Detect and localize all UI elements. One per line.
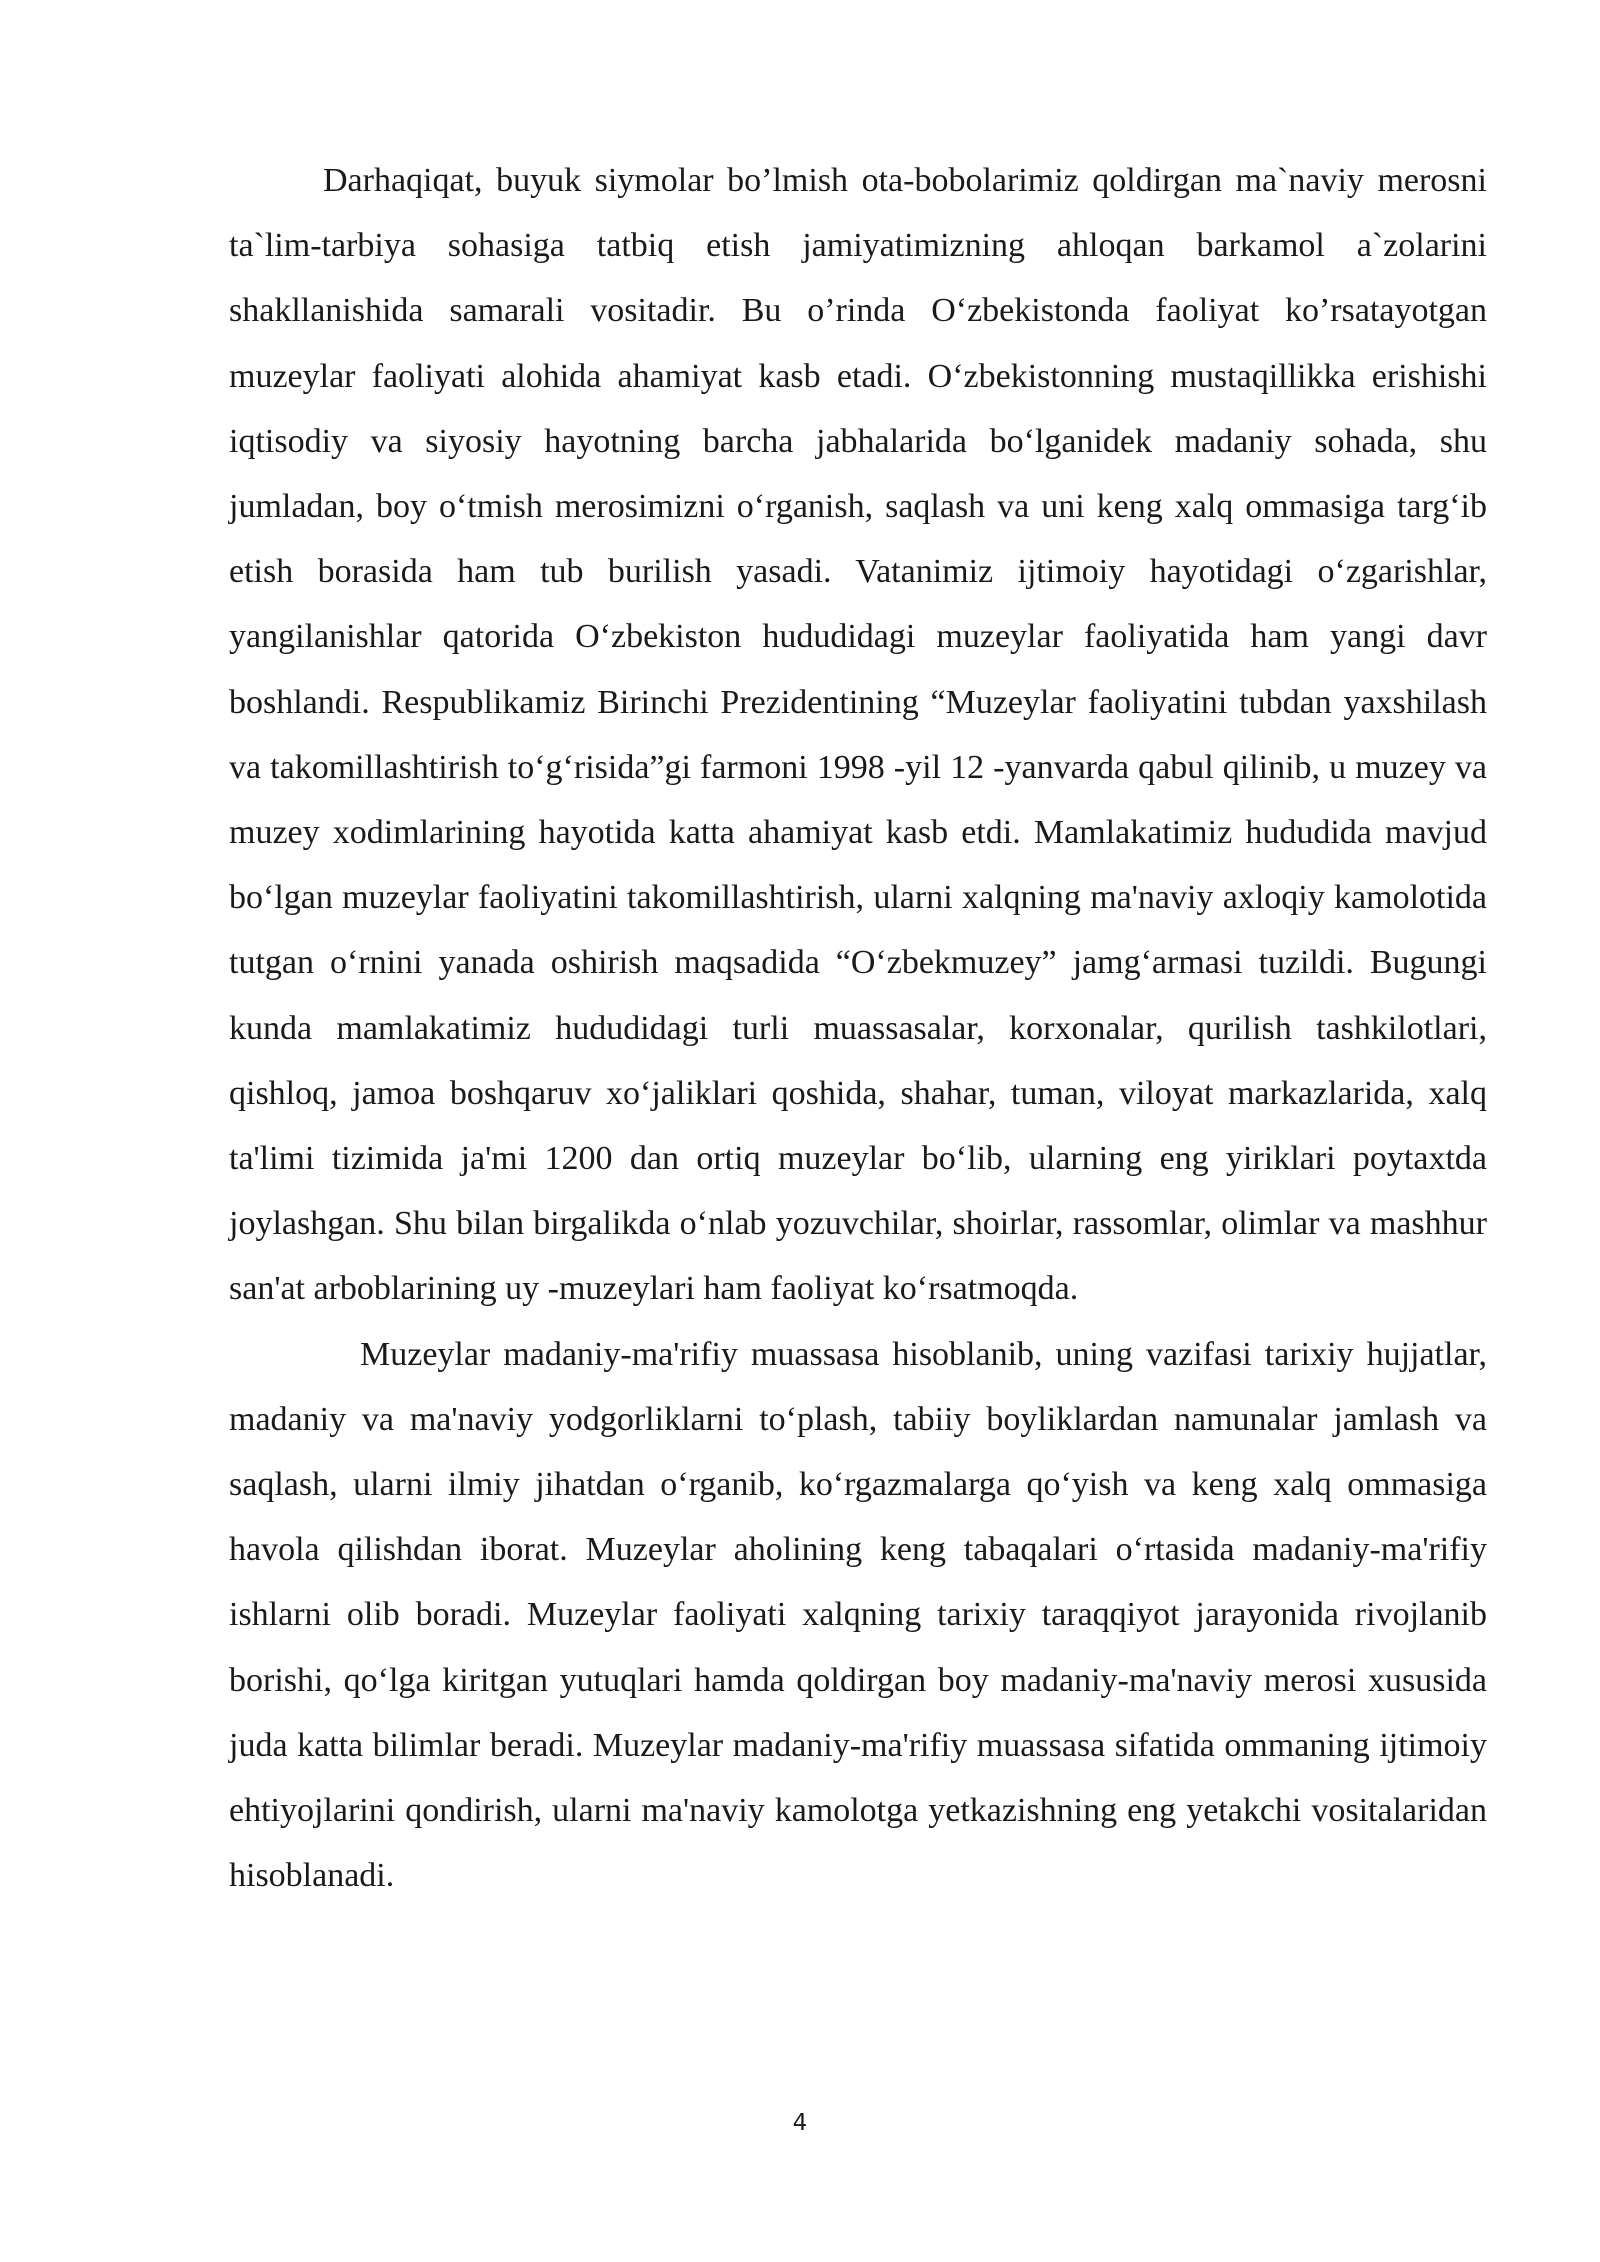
body-text: [229, 148, 1487, 1908]
paragraph-2: Muzeylar madaniy-ma'rifiy muassasa hisoblanib, uning vazifasi tarixiy hujjatlar, madaniy va ma'naviy yodgorliklarni to‘plash, tabiiy boyliklardan namunalar jamlash va saqlash, ularni ilmiy jihatdan o‘rganib, ko‘rgazmalarga qo‘yish va keng xalq ommasiga havola qilishdan iborat. Muzeylar aholining keng tabaqalari o‘rtasida madaniy-ma'rifiy ishlarni olib boradi. Muzeylar faoliyati xalqning tarixiy taraqqiyot jarayonida rivojlanib borishi, qo‘lga kiritgan yutuqlari hamda qoldirgan boy madaniy-ma'naviy merosi xususida juda katta bilimlar beradi. Muzeylar madaniy-ma'rifiy muassasa sifatida ommaning ijtimoiy ehtiyojlarini qondirish, ularni ma'naviy kamolotga yetkazishning eng yetakchi vositalaridan hisoblanadi.: [229, 1335, 1487, 1895]
paragraph-1: Darhaqiqat, buyuk siymolar bo’lmish ota-bobolarimiz qoldirgan ma`naviy merosni ta`lim-tarbiya sohasiga tatbiq etish jamiyatimizning ahloqan barkamol a`zolarini shakllanishida samarali vositadir. Bu o’rinda O‘zbekistonda faoliyat ko’rsatayotgan muzeylar faoliyati alohida ahamiyat kasb etadi. O‘zbekistonning mustaqillikka erishishi iqtisodiy va siyosiy hayotning barcha jabhalarida bo‘lganidek madaniy sohada, shu jumladan, boy o‘tmish merosimizni o‘rganish, saqlash va uni keng xalq ommasiga targ‘ib etish borasida ham tub burilish yasadi. Vatanimiz ijtimoiy hayotidagi o‘zgarishlar, yangilanishlar qatorida O‘zbekiston hududidagi muzeylar faoliyatida ham yangi davr boshlandi. Respublikamiz Birinchi Prezidentining “Muzeylar faoliyatini tubdan yaxshilash va takomillashtirish to‘g‘risida”gi farmoni 1998 -yil 12 -yanvarda qabul qilinib, u muzey va muzey xodimlarining hayotida katta ahamiyat kasb etdi. Mamlakatimiz hududida mavjud bo‘lgan muzeylar faoliyatini takomillashtirish, ularni xalqning ma'naviy axloqiy kamolotida tutgan o‘rnini yanada oshirish maqsadida “O‘zbekmuzey” jamg‘armasi tuzildi. Bugungi kunda mamlakatimiz hududidagi turli muassasalar, korxonalar, qurilish tashkilotlari, qishloq, jamoa boshqaruv xo‘jaliklari qoshida, shahar, tuman, viloyat markazlarida, xalq ta'limi tizimida ja'mi 1200 dan ortiq muzeylar bo‘lib, ularning eng yiriklari poytaxtda joylashgan. Shu bilan birgalikda o‘nlab yozuvchilar, shoirlar, rassomlar, olimlar va mashhur san'at arboblarining uy -muzeylari ham faoliyat ko‘rsatmoqda.: [229, 162, 1487, 1308]
page-number: 4: [792, 2110, 808, 2136]
